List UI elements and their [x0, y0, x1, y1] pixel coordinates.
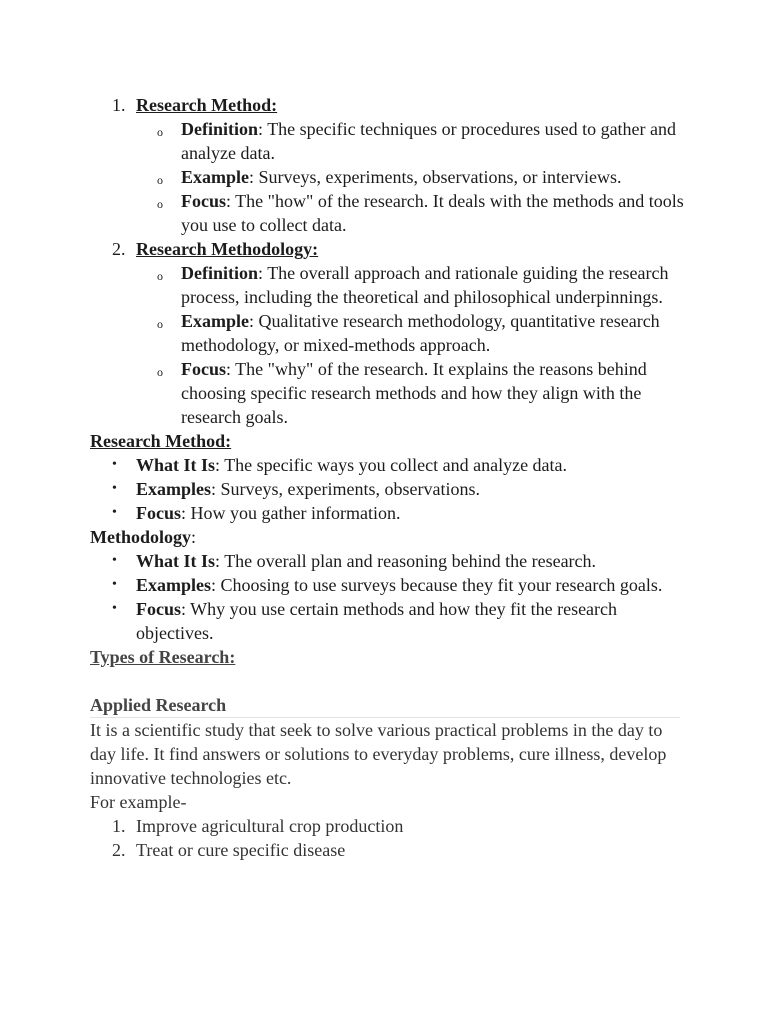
bullet-label: Focus	[136, 599, 181, 619]
methodology-bullets	[90, 549, 690, 645]
bullet-text: : Choosing to use surveys because they fit your research goals.	[211, 575, 663, 595]
sub-item-label: Definition	[181, 119, 259, 139]
bullet-icon: •	[112, 577, 117, 592]
bullet-label: Focus	[136, 503, 181, 523]
sub-item-definition	[90, 117, 690, 165]
list-number: 1.	[112, 95, 126, 115]
sub-item-label: Definition	[181, 263, 259, 283]
list-item	[90, 814, 690, 838]
types-of-research-heading: Types of Research:	[90, 647, 236, 667]
bullet-text: : The overall plan and reasoning behind the research.	[215, 551, 597, 571]
bullet-text: : Why you use certain methods and how they fit the research objectives.	[136, 599, 618, 643]
bullet-label: Examples	[136, 575, 212, 595]
sub-item-definition	[90, 261, 690, 309]
list-item	[90, 838, 690, 862]
research-comparison-list	[90, 93, 690, 429]
sub-item-example	[90, 165, 690, 189]
sub-item-focus	[90, 189, 690, 237]
list-item-research-method	[90, 93, 690, 117]
bullet-label: What It Is	[136, 551, 216, 571]
bullet-text: : How you gather information.	[181, 503, 401, 523]
sub-item-example	[90, 309, 690, 357]
document-body	[90, 93, 690, 862]
methodology-heading-suffix: :	[191, 527, 197, 547]
list-item	[90, 573, 690, 597]
sub-item-text: : The "how" of the research. It deals with the methods and tools you use to collect data.	[181, 191, 684, 235]
applied-research-heading: Applied Research	[90, 693, 680, 718]
bullet-icon: •	[112, 505, 117, 520]
sub-item-label: Focus	[181, 359, 226, 379]
circle-bullet-icon: o	[157, 125, 163, 139]
bullet-icon: •	[112, 553, 117, 568]
list-item-research-methodology	[90, 237, 690, 261]
sub-item-focus	[90, 357, 690, 429]
item-title: Research Methodology:	[136, 239, 319, 259]
sub-item-label: Focus	[181, 191, 226, 211]
research-method-bullets	[90, 453, 690, 525]
list-number: 2.	[112, 840, 126, 860]
list-item	[90, 501, 690, 525]
sub-item-text: : The overall approach and rationale guiding the research process, including the theoretical and philosophical underpinnings.	[181, 263, 669, 307]
sub-item-label: Example	[181, 311, 250, 331]
bullet-icon: •	[112, 481, 117, 496]
bullet-text: : The specific ways you collect and analyze data.	[215, 455, 568, 475]
applied-research-paragraph: It is a scientific study that seek to solve various practical problems in the day to day life. It find answers or solutions to everyday problems, cure illness, develop innovative technologies etc.	[90, 720, 667, 788]
research-method-heading: Research Method:	[90, 431, 232, 451]
circle-bullet-icon: o	[157, 317, 163, 331]
list-number: 2.	[112, 239, 126, 259]
bullet-label: Examples	[136, 479, 212, 499]
for-example-label: For example-	[90, 792, 187, 812]
list-item	[90, 597, 690, 645]
sub-item-text: : Qualitative research methodology, quantitative research methodology, or mixed-methods approach.	[181, 311, 660, 355]
sub-item-label: Example	[181, 167, 250, 187]
list-item	[90, 549, 690, 573]
list-item-text: Treat or cure specific disease	[136, 840, 346, 860]
sub-item-text: : Surveys, experiments, observations, or interviews.	[249, 167, 622, 187]
list-item	[90, 477, 690, 501]
circle-bullet-icon: o	[157, 365, 163, 379]
sub-item-text: : The "why" of the research. It explains the reasons behind choosing specific research methods and how they align with the research goals.	[181, 359, 647, 427]
applied-examples-list	[90, 814, 690, 862]
circle-bullet-icon: o	[157, 269, 163, 283]
list-item	[90, 453, 690, 477]
bullet-label: What It Is	[136, 455, 216, 475]
circle-bullet-icon: o	[157, 197, 163, 211]
bullet-text: : Surveys, experiments, observations.	[211, 479, 480, 499]
list-item-text: Improve agricultural crop production	[136, 816, 404, 836]
bullet-icon: •	[112, 457, 117, 472]
methodology-heading	[90, 525, 690, 549]
list-number: 1.	[112, 816, 126, 836]
bullet-icon: •	[112, 601, 117, 616]
item-title: Research Method:	[136, 95, 278, 115]
circle-bullet-icon: o	[157, 173, 163, 187]
sub-item-text: : The specific techniques or procedures used to gather and analyze data.	[181, 119, 677, 163]
methodology-heading-text: Methodology	[90, 527, 191, 547]
